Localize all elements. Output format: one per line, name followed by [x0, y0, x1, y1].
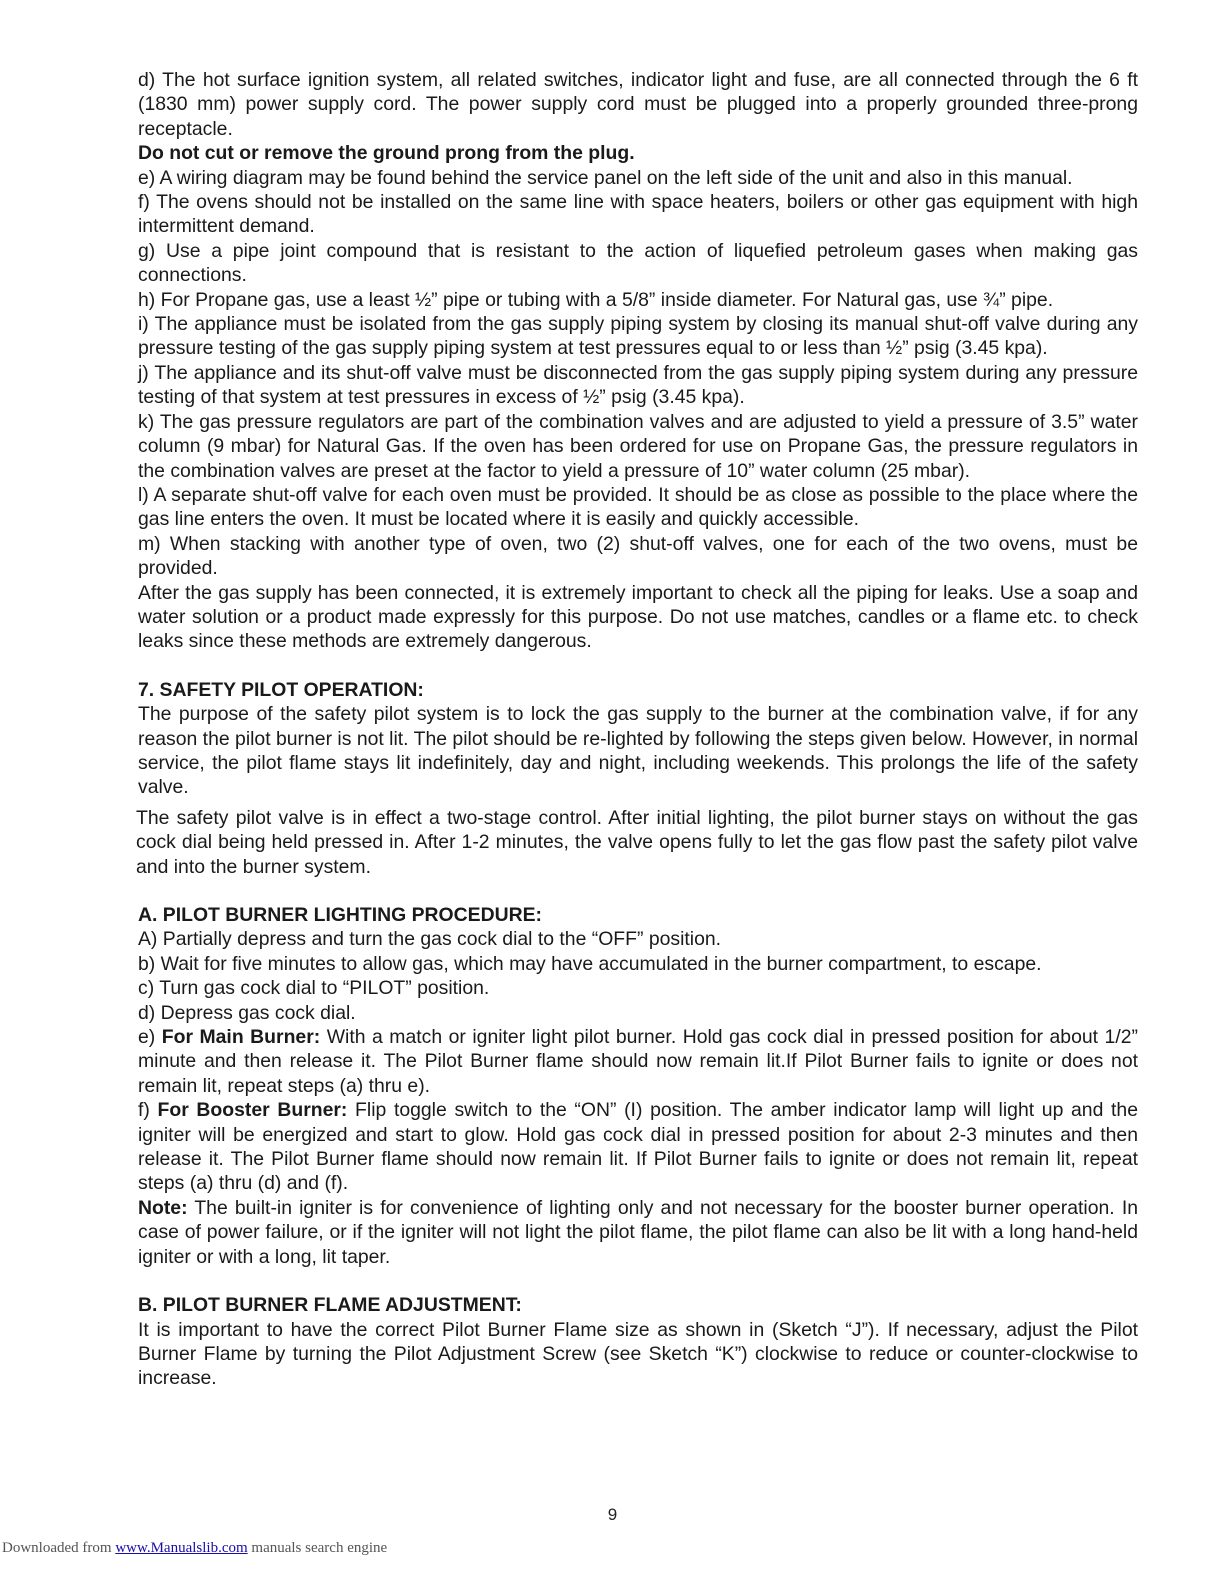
paragraph-e: e) A wiring diagram may be found behind the service panel on the left side of the unit and also in this manual.	[138, 166, 1073, 189]
paragraph-g: g) Use a pipe joint compound that is resistant to the action of liquefied petroleum gases when making gas connections.	[138, 239, 1138, 287]
step-f-prefix: f)	[138, 1099, 158, 1122]
note-text: The built-in igniter is for convenience of lighting only and not necessary for the booster burner operation. In case of power failure, or if the igniter will not light the pilot flame, the pilot flame can also be lit with a long hand-held igniter or with a long, lit taper.	[138, 1196, 1138, 1268]
section-b-heading: B. PILOT BURNER FLAME ADJUSTMENT:	[138, 1294, 522, 1317]
step-b: b) Wait for five minutes to allow gas, which may have accumulated in the burner compartment, to escape.	[138, 952, 1042, 975]
paragraph-h: h) For Propane gas, use a least ½” pipe or tubing with a 5/8” inside diameter. For Natural gas, use ¾” pipe.	[138, 288, 1054, 311]
footer-prefix: Downloaded from	[2, 1540, 116, 1556]
section-7-paragraph-2: The safety pilot valve is in effect a two-stage control. After initial lighting, the pilot burner stays on without the gas cock dial being held pressed in. After 1-2 minutes, the valve opens fully to let the gas flow past the safety pilot valve and into the burner system.	[136, 806, 1138, 878]
manualslib-link[interactable]: www.Manualslib.com	[115, 1540, 248, 1556]
paragraph-d: d) The hot surface ignition system, all related switches, indicator light and fuse, are all connected through the 6 ft (1830 mm) power supply cord. The power supply cord must be plugged into a properly grounded three-prong receptacle.	[138, 69, 1138, 140]
step-e	[138, 1025, 1138, 1098]
paragraph-l: l) A separate shut-off valve for each oven must be provided. It should be as close as possible to the place where the gas line enters the oven. It must be located where it is easily and quickly accessible.	[138, 483, 1138, 531]
step-d: d) Depress gas cock dial.	[138, 1001, 356, 1024]
paragraph-f: f) The ovens should not be installed on the same line with space heaters, boilers or other gas equipment with high intermittent demand.	[138, 191, 1138, 238]
ground-prong-warning: Do not cut or remove the ground prong from the plug.	[138, 142, 635, 165]
step-a: A) Partially depress and turn the gas cock dial to the “OFF” position.	[138, 928, 722, 951]
step-c: c) Turn gas cock dial to “PILOT” position.	[138, 977, 490, 1000]
section-a-heading: A. PILOT BURNER LIGHTING PROCEDURE:	[138, 904, 542, 926]
paragraph-m: m) When stacking with another type of oven, two (2) shut-off valves, one for each of the two ovens, must be provided.	[138, 532, 1138, 580]
page-number: 9	[607, 1505, 618, 1524]
paragraph-leak-check: After the gas supply has been connected, it is extremely important to check all the piping for leaks. Use a soap and water solution or a product made expressly for this purpose. Do not use matches, candles or a flame etc. to check leaks since these methods are extremely dangerous.	[138, 581, 1138, 653]
step-e-prefix: e)	[138, 1026, 162, 1049]
download-footer	[2, 1540, 387, 1557]
note-label: Note:	[138, 1196, 188, 1219]
paragraph-j: j) The appliance and its shut-off valve must be disconnected from the gas supply piping system during any pressure testing of that system at test pressures in excess of ½” psig (3.45 kpa).	[138, 361, 1138, 409]
paragraph-k: k) The gas pressure regulators are part of the combination valves and are adjusted to yield a pressure of 3.5” water column (9 mbar) for Natural Gas. If the oven has been ordered for use on Propane Gas, the pressure regulators in the combination valves are preset at the factor to yield a pressure of 10” water column (25 mbar).	[138, 410, 1138, 482]
step-f-label: For Booster Burner:	[157, 1099, 348, 1122]
step-e-text: With a match or igniter light pilot burner. Hold gas cock dial in pressed position for about 1/2” minute and then release it. The Pilot Burner flame should now remain lit.If Pilot Burner fails to ignite or does not remain lit, repeat steps (a) thru e).	[138, 1026, 1138, 1097]
step-f	[138, 1098, 1138, 1196]
note	[138, 1196, 1138, 1269]
footer-suffix: manuals search engine	[247, 1540, 388, 1556]
section-7-paragraph-1: The purpose of the safety pilot system is to lock the gas supply to the burner at the combination valve, if for any reason the pilot burner is not lit. The pilot should be re-lighted by following the steps given below. However, in normal service, the pilot flame stays lit indefinitely, day and night, including weekends. This prolongs the life of the safety valve.	[138, 703, 1138, 799]
page-body	[138, 68, 1138, 1391]
step-e-label: For Main Burner:	[161, 1026, 321, 1049]
section-7-heading: 7. SAFETY PILOT OPERATION:	[138, 678, 424, 701]
section-b-paragraph: It is important to have the correct Pilot Burner Flame size as shown in (Sketch “J”). If necessary, adjust the Pilot Burner Flame by turning the Pilot Adjustment Screw (see Sketch “K”) clockwise to reduce or counter-clockwise to increase.	[138, 1318, 1138, 1390]
step-f-text: Flip toggle switch to the “ON” (I) position. The amber indicator lamp will light up and the igniter will be energized and start to glow. Hold gas cock dial in pressed position for about 2-3 minutes and then release it. The Pilot Burner flame should now remain lit. If Pilot Burner fails to ignite or does not remain lit, repeat steps (a) thru (d) and (f).	[138, 1099, 1138, 1195]
paragraph-i: i) The appliance must be isolated from the gas supply piping system by closing its manual shut-off valve during any pressure testing of the gas supply piping system at test pressures equal to or less than ½” psig (3.45 kpa).	[138, 313, 1138, 360]
